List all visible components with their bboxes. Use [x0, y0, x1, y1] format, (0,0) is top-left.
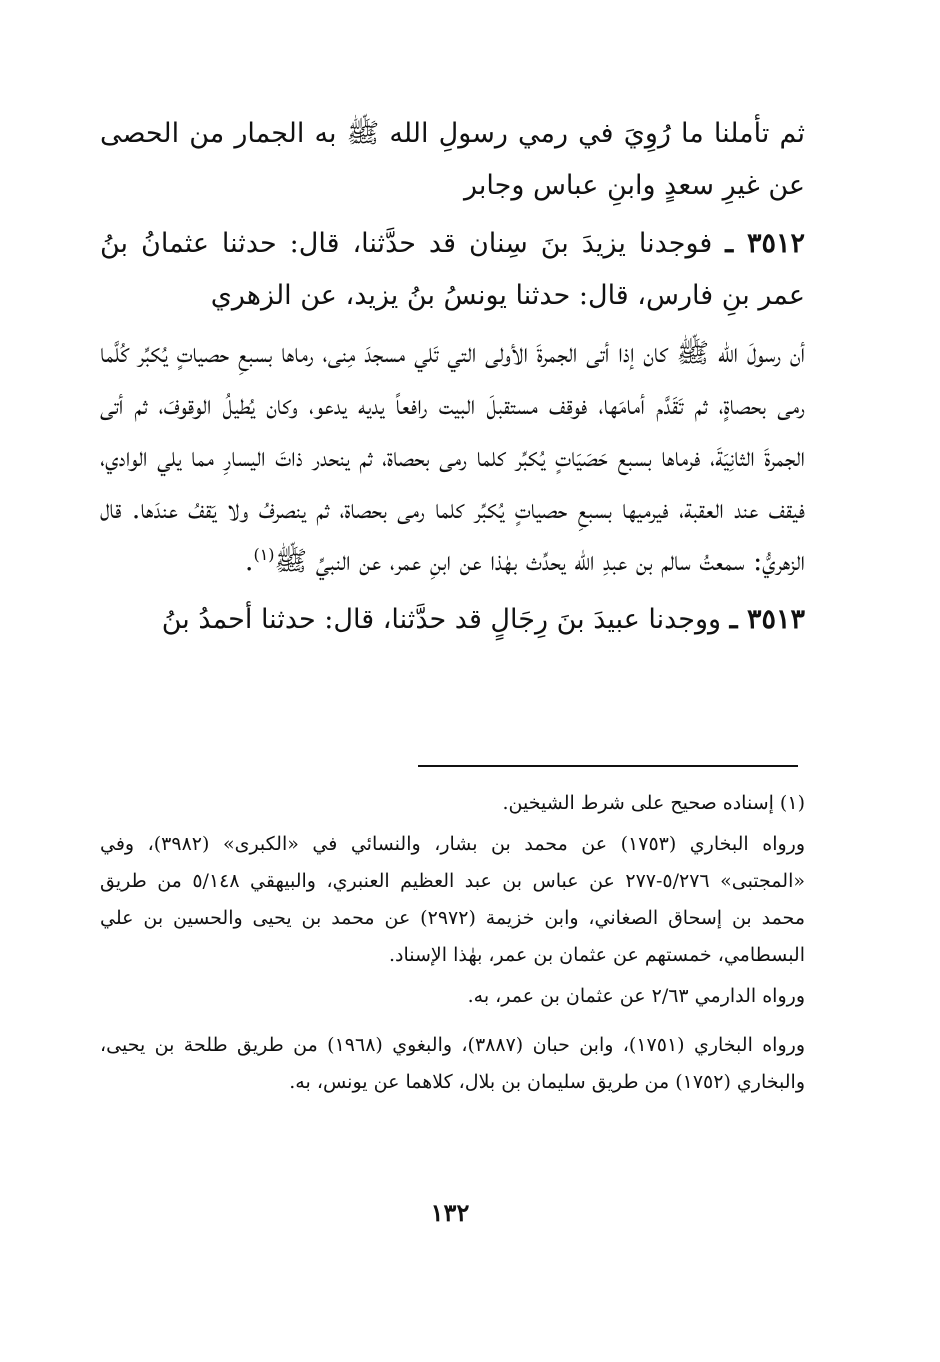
footnote-1: (١) إسناده صحيح على شرط الشيخين. [502, 792, 805, 814]
hadith-number: ٣٥١٣ ـ [729, 604, 805, 635]
paragraph-text: ثم تأملنا ما رُوِيَ في رمي رسولِ الله ﷺ به الجمار من الحصى عن غيرِ سعدٍ وابنِ عباس وجابر [100, 118, 805, 201]
footnote-separator [418, 765, 798, 767]
page-number: ١٣٢ [430, 1198, 470, 1227]
sentence-end: . [244, 546, 254, 577]
paragraph-text: ووجدنا عبيدَ بنَ رِجَالٍ قد حدَّثنا، قال: حدثنا أحمدُ بنُ [161, 604, 730, 635]
footnote-marker[interactable]: (١) [253, 545, 275, 564]
paragraph-hadith-3513 [100, 594, 805, 646]
hadith-number: ٣٥١٢ ـ [725, 228, 805, 259]
paragraph-hadith-matn [100, 328, 805, 588]
paragraph-text: فوجدنا يزيدَ بنَ سِنان قد حدَّثنا، قال: حدثنا عثمانُ بنُ عمر بنِ فارس، قال: حدثنا يونسُ بنُ يزيد، عن الزهري [100, 228, 805, 311]
footnote-line: ورواه البخاري (١٧٥٣) عن محمد بن بشار، والنسائي في «الكبرى» (٣٩٨٢)، وفي «المجتبى» ٥/٢٧٦-٢٧٧ عن عباس بن عبد العظيم العنبري، والبيهقي ٥/١٤٨ من طريق محمد بن إسحاق الصغاني، وابن خزيمة (٢٩٧٢) عن محمد بن يحيى والحسين بن علي البسطامي، خمستهم عن عثمان بن عمر، بهٰذا الإسناد. [100, 833, 805, 966]
footnote-line: ورواه البخاري (١٧٥١)، وابن حبان (٣٨٨٧)، والبغوي (١٩٦٨) من طريق طلحة بن يحيى، والبخاري (١٧٥٢) من طريق سليمان بن بلال، كلاهما عن يونس، به. [100, 1034, 805, 1093]
paragraph-intro [100, 108, 805, 212]
footnote-line: ورواه الدارمي ٢/٦٣ عن عثمان بن عمر، به. [467, 985, 805, 1007]
paragraph-text: أن رسولَ الله ﷺ كان إذا أتى الجمرةَ الأولى التي تَلي مسجدَ مِنى، رماها بسبعِ حصياتٍ يُكبِّر كُلَّما رمى بحصاةٍ، ثم تَقَدَّم أمامَها، فوقف مستقبلَ البيت رافعاً يديه يدعو، وكان يُطيلُ الوقوفَ، ثم أتى الجمرةَ الثانِيَةَ، فرماها بسبع حَصَيَاتٍ يُكبِّر كلما رمى بحصاة، ثم ينحدر ذاتَ اليسارِ مما يلي الوادي، فيقف عند العقبة، فيرميها بسبعِ حصياتٍ يُكبِّر كلما رمى بحصاة، ثم ينصرفُ ولا يَقفُ عندَها. قال الزهريُّ: سمعتُ سالم بن عبدِ الله يحدِّث بهٰذا عن ابنِ عمر، عن النبيِّ ﷺ [100, 338, 805, 577]
paragraph-hadith-3512 [100, 218, 805, 322]
main-text [100, 108, 805, 748]
footnotes [100, 785, 805, 1101]
